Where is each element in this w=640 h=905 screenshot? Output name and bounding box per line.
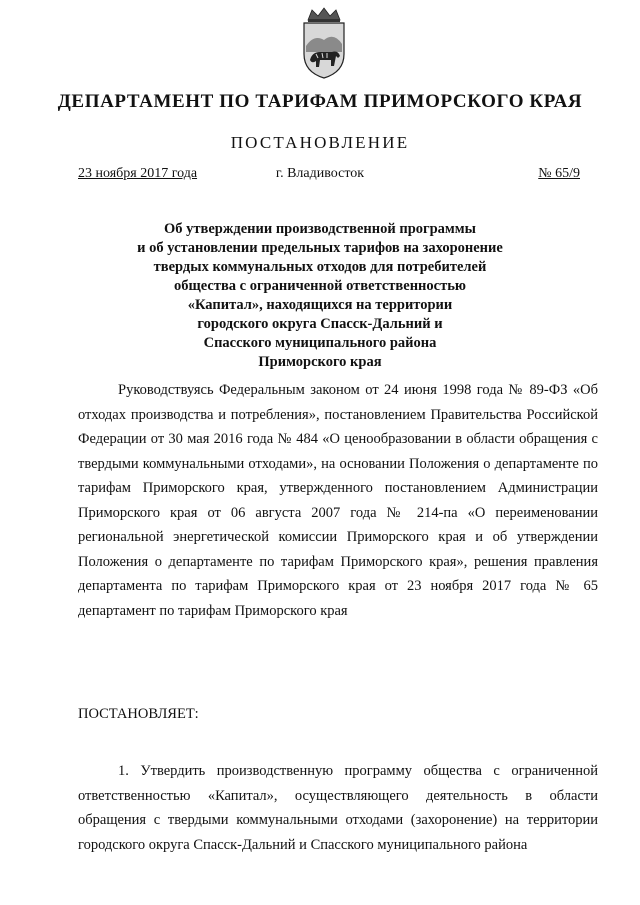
decree-title	[60, 220, 580, 372]
title-line: Спасского муниципального района	[203, 335, 437, 351]
decree-city: г. Владивосток	[275, 166, 365, 181]
resolves-heading: ПОСТАНОВЛЯЕТ:	[78, 706, 199, 722]
coat-of-arms-emblem	[298, 6, 350, 80]
item-1-paragraph: 1. Утвердить производственную программу общества с ограниченной ответственностью «Капитал», осуществляющего деятельность в области обращения с твердыми коммунальными отходами (захоронение) на территории городского округа Спасск-Дальний и Спасского муниципального района	[78, 763, 598, 853]
preamble-paragraph: Руководствуясь Федеральным законом от 24 июня 1998 года № 89-ФЗ «Об отходах производства и потребления», постановлением Правительства Российской Федерации от 30 мая 2016 года № 484 «О ценообразовании в области обращения с твердыми коммунальными отходами», на основании Положения о департаменте по тарифам Приморского края, утвержденного постановлением Администрации Приморского края от 06 августа 2007 года № 214-па «О переименовании региональной энергетической комиссии Приморского края и об утверждении Положения о департаменте по тарифам Приморского края», решения правления департамента по тарифам Приморского края от 23 ноября 2017 года № 65 департамент по тарифам Приморского края	[78, 382, 598, 619]
title-line: Приморского края	[258, 354, 382, 370]
title-line: твердых коммунальных отходов для потребителей	[153, 259, 487, 275]
title-line: и об установлении предельных тарифов на захоронение	[137, 240, 503, 256]
department-name: ДЕПАРТАМЕНТ ПО ТАРИФАМ ПРИМОРСКОГО КРАЯ	[57, 91, 583, 112]
title-line: «Капитал», находящихся на территории	[187, 297, 453, 313]
title-line: Об утверждении производственной программы	[164, 221, 476, 237]
title-line: городского округа Спасск-Дальний и	[197, 316, 443, 332]
decree-date: 23 ноября 2017 года	[78, 166, 198, 181]
decree-number: № 65/9	[538, 166, 580, 181]
document-type: ПОСТАНОВЛЕНИЕ	[230, 133, 410, 152]
title-line: общества с ограниченной ответственностью	[174, 278, 466, 294]
